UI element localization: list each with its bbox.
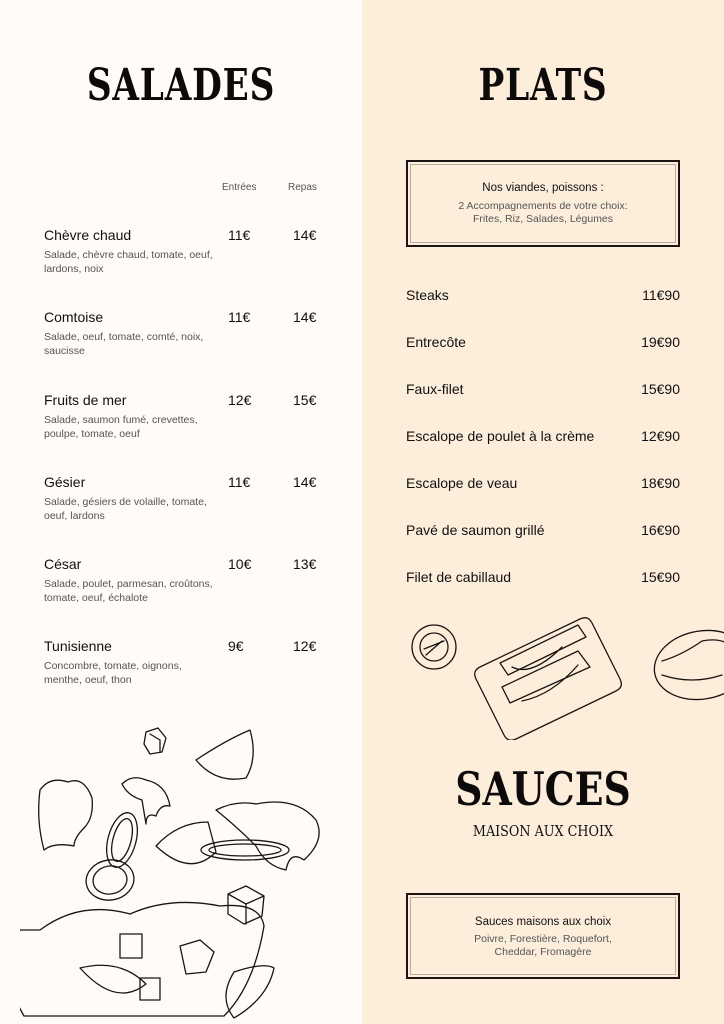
salad-description: Salade, chèvre chaud, tomate, oeuf, lardons, noix bbox=[44, 249, 213, 275]
salad-name: Tunisienne bbox=[44, 638, 112, 654]
price-repas: 14€ bbox=[293, 309, 317, 325]
price-repas: 13€ bbox=[293, 556, 317, 572]
info-box-heading: Nos viandes, poissons : bbox=[482, 182, 604, 194]
price-entree: 9€ bbox=[228, 638, 244, 654]
salad-name: Gésier bbox=[44, 474, 86, 490]
sauces-box-heading: Sauces maisons aux choix bbox=[474, 916, 612, 928]
salad-description: Salade, gésiers de volaille, tomate, oeuf, lardons bbox=[44, 496, 207, 522]
plat-name: Steaks bbox=[406, 287, 449, 303]
plat-price: 12€90 bbox=[641, 428, 680, 444]
plat-name: Entrecôte bbox=[406, 334, 466, 350]
info-box-line: 2 Accompagnements de votre choix: bbox=[458, 200, 628, 212]
sauces-title: SAUCES bbox=[455, 762, 631, 816]
plat-price: 11€90 bbox=[642, 287, 680, 303]
fish-platter-illustration bbox=[362, 605, 724, 740]
plat-price: 15€90 bbox=[641, 569, 680, 585]
plat-name: Filet de cabillaud bbox=[406, 569, 512, 585]
salad-name: Comtoise bbox=[44, 309, 104, 325]
plat-name: Escalope de poulet à la crème bbox=[406, 428, 595, 444]
plats-panel bbox=[362, 0, 724, 1024]
price-entree: 11€ bbox=[228, 474, 251, 490]
price-entree: 12€ bbox=[228, 392, 252, 408]
plat-price: 15€90 bbox=[641, 381, 680, 397]
salad-bowl-illustration bbox=[20, 720, 320, 1024]
salad-name: César bbox=[44, 556, 82, 572]
sauces-info-box bbox=[406, 893, 680, 979]
salad-name: Chèvre chaud bbox=[44, 227, 132, 243]
plat-name: Faux-filet bbox=[406, 381, 464, 397]
price-entree: 11€ bbox=[228, 309, 251, 325]
salad-description: Salade, oeuf, tomate, comté, noix, saucisse bbox=[44, 331, 204, 357]
salad-description: Salade, poulet, parmesan, croûtons, tomate, oeuf, échalote bbox=[44, 578, 213, 604]
info-box-line: Frites, Riz, Salades, Légumes bbox=[472, 213, 614, 225]
sauces-box-line: Poivre, Forestière, Roquefort, bbox=[474, 933, 612, 945]
salad-name: Fruits de mer bbox=[44, 392, 127, 408]
salad-description: Salade, saumon fumé, crevettes, poulpe, tomate, oeuf bbox=[44, 414, 198, 440]
price-repas: 12€ bbox=[293, 638, 317, 654]
plat-name: Escalope de veau bbox=[406, 475, 518, 491]
plat-price: 18€90 bbox=[641, 475, 680, 491]
price-repas: 15€ bbox=[293, 392, 317, 408]
column-header-repas: Repas bbox=[288, 182, 317, 193]
price-entree: 10€ bbox=[228, 556, 252, 572]
sauces-subtitle: MAISON AUX CHOIX bbox=[472, 822, 614, 840]
column-header-entrees: Entrées bbox=[222, 182, 257, 193]
plat-name: Pavé de saumon grillé bbox=[406, 522, 545, 538]
sauces-box-line: Cheddar, Fromagère bbox=[494, 946, 592, 958]
plats-title: PLATS bbox=[478, 60, 608, 111]
salades-title: SALADES bbox=[86, 60, 276, 111]
salad-description: Concombre, tomate, oignons, menthe, oeuf, thon bbox=[44, 660, 182, 686]
accompaniments-info-box bbox=[406, 160, 680, 247]
price-repas: 14€ bbox=[293, 227, 317, 243]
price-repas: 14€ bbox=[293, 474, 317, 490]
plat-price: 19€90 bbox=[641, 334, 680, 350]
plat-price: 16€90 bbox=[641, 522, 680, 538]
price-entree: 11€ bbox=[228, 227, 251, 243]
